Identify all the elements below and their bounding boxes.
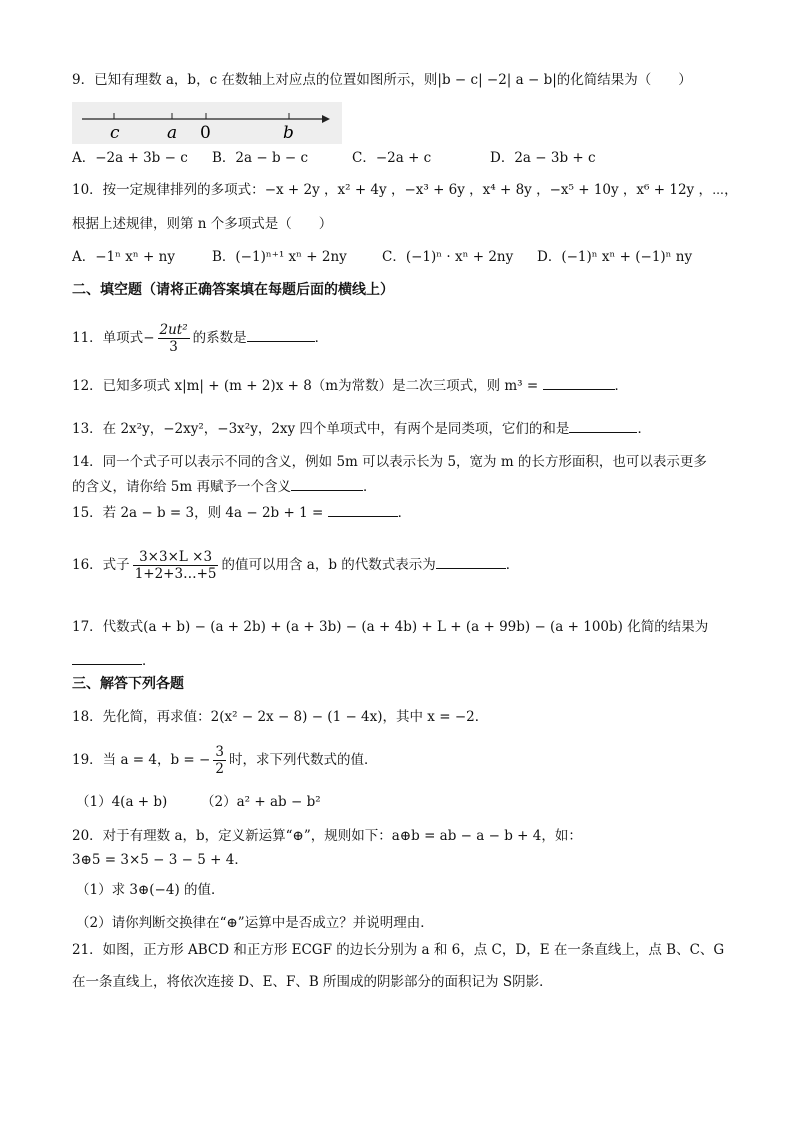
q9-stem: 9．已知有理数 a，b，c 在数轴上对应点的位置如图所示，则|b − c| −2| a − b|的化简结果为（ ） [72,72,692,88]
q21-line2: 在一条直线上，将依次连接 D、E、F、B 所围成的阴影部分的面积记为 S阴影． [72,974,553,990]
q9-options [72,148,734,168]
q14-line2: 的含义，请你给 5m 再赋予一个含义 ． [72,476,734,497]
section-solve-title: 三、解答下列各题 [72,676,184,692]
q9-option-a[interactable]: A．−2a + 3b − c [72,150,188,166]
q17-answer-line: ． [72,650,734,671]
q16-post: 的值可以用含 a，b 的代数式表示为 [221,557,436,573]
q18: 18．先化简，再求值：2(x² − 2x − 8) − (1 − 4x)，其中 x = −2． [72,709,489,725]
q20-part1: （1）求 3⊕(−4) 的值． [76,882,225,898]
q11-answer-blank[interactable] [247,327,315,342]
q21-line1: 21．如图，正方形 ABCD 和正方形 ECGF 的边长分别为 a 和 6，点 C，D，E 在一条直线上，点 B、C、G [72,942,725,958]
q15-answer-blank[interactable] [328,502,398,517]
q19-parts: （1）4(a + b) （2）a² + ab − b² [76,794,321,810]
q10-stem [72,180,738,200]
q10-option-d[interactable]: D．(−1)ⁿ xⁿ + (−1)ⁿ ny [537,249,693,265]
q11-fraction [158,322,190,355]
q19-fraction [213,744,226,777]
q10-option-b[interactable]: B．(−1)ⁿ⁺¹ xⁿ + 2ny [212,249,347,265]
q13: 13．在 2x²y，−2xy²，−3x²y，2xy 四个单项式中，有两个是同类项，它们的和是 ． [72,418,734,439]
q13-answer-blank[interactable] [569,418,637,433]
q14-line1: 14．同一个式子可以表示不同的含义，例如 5m 可以表示长为 5，宽为 m 的长方形面积，也可以表示更多 [72,454,707,470]
q19-numerator: 3 [215,744,224,760]
q10-option-a[interactable]: A．−1ⁿ xⁿ + ny [72,249,175,265]
section-fill-in-title: 二、填空题（请将正确答案填在每题后面的横线上） [72,282,394,298]
q11-denominator: 3 [169,339,178,355]
q16-numerator: 3×3×L ×3 [133,549,219,566]
q12-answer-blank[interactable] [543,375,615,390]
label-zero: 0 [200,123,211,143]
q12-text: 12．已知多项式 x|m| + (m + 2)x + 8（m为常数）是二次三项式，则 m³ = [72,378,543,394]
q19-pre: 19．当 a = 4，b = − [72,752,211,768]
label-c: c [110,123,120,143]
q20-line2: 3⊕5 = 3×5 − 3 − 5 + 4． [72,852,248,868]
q10-sequence: −x + 2y ，x² + 4y ，−x³ + 6y ，x⁴ + 8y ，−x⁵ + 10y ，x⁶ + 12y ，⋯， [264,182,738,198]
q19-post: 时，求下列代数式的值． [228,752,378,768]
q11-pre: 11．单项式 [72,330,144,346]
q12: 12．已知多项式 x|m| + (m + 2)x + 8（m为常数）是二次三项式，则 m³ = ． [72,375,734,396]
q11-post: 的系数是 [192,330,247,346]
q20-part2: （2）请你判断交换律在“⊕”运算中是否成立？并说明理由． [76,915,434,931]
q17: 17．代数式(a + b) − (a + 2b) + (a + 3b) − (a + 4b) + L + (a + 99b) − (a + 100b) 化简的结果为 [72,619,709,635]
q16-fraction [133,549,219,582]
q11: 11．单项式− $\frac{\text{2ut²}}{3}$ 的系数是 ． [72,322,329,355]
q14-answer-blank[interactable] [291,476,363,491]
q13-text: 13．在 2x²y，−2xy²，−3x²y，2xy 四个单项式中，有两个是同类项，它们的和是 [72,421,570,437]
q16-answer-blank[interactable] [436,554,506,569]
q15: 15．若 2a − b = 3，则 4a − 2b + 1 = ． [72,502,734,523]
q10-option-c[interactable]: C．(−1)ⁿ · xⁿ + 2ny [382,249,514,265]
q10-options [72,247,734,267]
arrow-right-icon [322,115,330,123]
q20-line1: 20．对于有理数 a，b，定义新运算“⊕”，规则如下：a⊕b = ab − a − b + 4，如： [72,828,582,844]
q14-line2-text: 的含义，请你给 5m 再赋予一个含义 [72,479,291,495]
q16-pre: 16．式子 [72,557,130,573]
number-line-figure [72,102,342,144]
number-line-svg [72,102,342,144]
q19 [72,740,734,780]
label-b: b [283,123,294,143]
q10-stem2: 根据上述规律，则第 n 个多项式是（ ） [72,216,333,232]
q9-option-b[interactable]: B．2a − b − c [212,150,309,166]
q15-text: 15．若 2a − b = 3，则 4a − 2b + 1 = [72,505,328,521]
q16: 16．式子 $\frac{3\times 3\times L \times 3}{1+2+3\dots+5}$ 的值可以用含 a，b 的代数式表示为 ． [72,549,520,582]
q16-denominator: 1+2+3…+5 [134,566,217,582]
q10-stem-text: 10．按一定规律排列的多项式： [72,182,265,198]
q11-numerator: 2ut² [159,322,188,338]
label-a: a [167,123,178,143]
q9-option-d[interactable]: D．2a − 3b + c [490,150,596,166]
q17-answer-blank[interactable] [72,650,142,665]
q19-denominator: 2 [215,761,224,777]
q9-option-c[interactable]: C．−2a + c [352,150,432,166]
